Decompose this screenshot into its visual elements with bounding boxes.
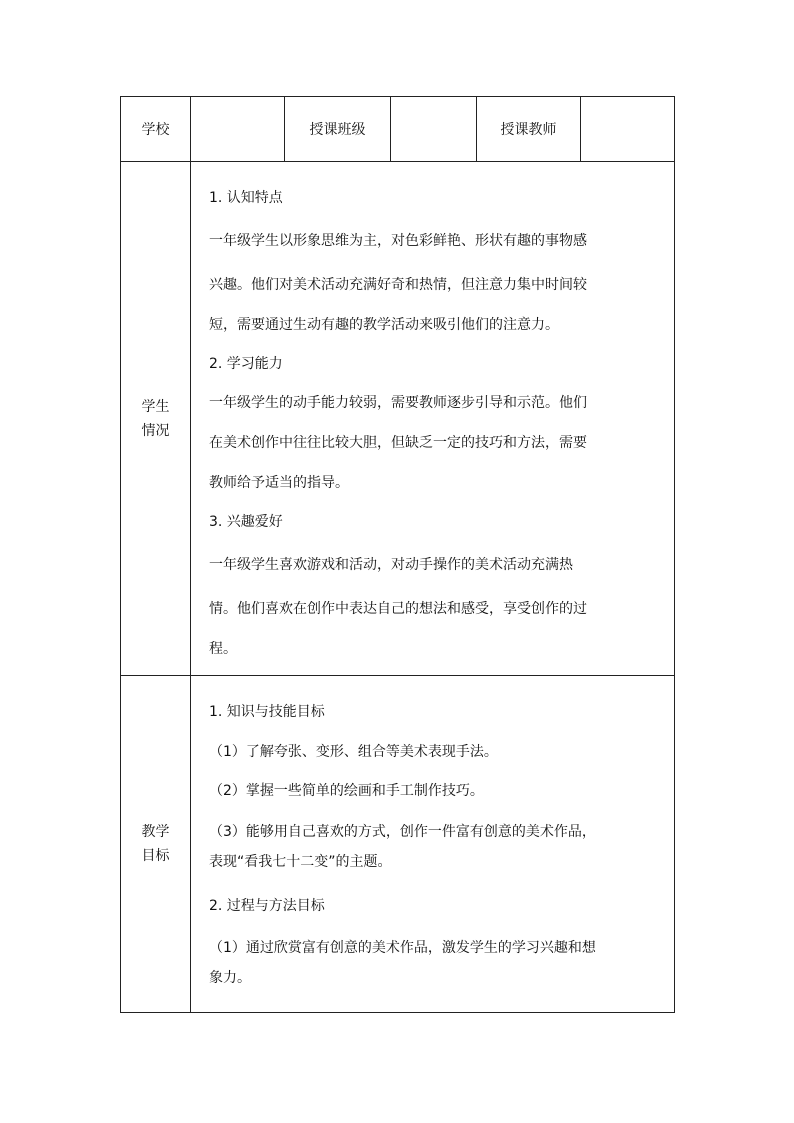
teaching-goals-content xyxy=(191,676,675,1013)
learning-ability-text-line: 在美术创作中往往比较大胆，但缺乏一定的技巧和方法，需要 xyxy=(209,435,587,451)
cognitive-text-line: 短，需要通过生动有趣的教学活动来吸引他们的注意力。 xyxy=(209,317,559,333)
goal-item-line: （3）能够用自己喜欢的方式，创作一件富有创意的美术作品， xyxy=(209,824,596,840)
goals-label-line1: 教学 xyxy=(141,824,170,840)
goals-label-line2: 目标 xyxy=(141,848,170,864)
interests-text-line: 一年级学生喜欢游戏和活动，对动手操作的美术活动充满热 xyxy=(209,557,573,573)
lesson-plan-table xyxy=(120,96,675,1013)
goal-item xyxy=(209,817,654,877)
student-label-line2: 情况 xyxy=(141,422,170,439)
teacher-label: 授课教师 xyxy=(477,97,581,162)
interests-heading: 3. 兴趣爱好 xyxy=(209,514,283,530)
learning-ability-text-line: 教师给予适当的指导。 xyxy=(209,475,349,491)
header-row xyxy=(121,97,675,162)
cognitive-heading: 1. 认知特点 xyxy=(209,190,283,206)
process-method-heading: 2. 过程与方法目标 xyxy=(209,898,325,914)
school-label: 学校 xyxy=(121,97,191,162)
interests-text-line: 程。 xyxy=(209,641,237,657)
knowledge-skills-heading: 1. 知识与技能目标 xyxy=(209,704,325,720)
school-value-cell[interactable] xyxy=(191,97,285,162)
learning-ability-text-line: 一年级学生的动手能力较弱，需要教师逐步引导和示范。他们 xyxy=(209,395,587,411)
cognitive-text-line: 一年级学生以形象思维为主，对色彩鲜艳、形状有趣的事物感 xyxy=(209,233,587,249)
goal-item xyxy=(209,933,654,993)
teaching-goals-label xyxy=(121,676,191,1013)
interests-text-line: 情。他们喜欢在创作中表达自己的想法和感受，享受创作的过 xyxy=(209,601,587,617)
goal-item: （2）掌握一些简单的绘画和手工制作技巧。 xyxy=(209,783,484,799)
class-value-cell[interactable] xyxy=(391,97,477,162)
goal-item-line: （1）通过欣赏富有创意的美术作品，激发学生的学习兴趣和想 xyxy=(209,940,596,956)
class-label: 授课班级 xyxy=(285,97,391,162)
learning-ability-heading: 2. 学习能力 xyxy=(209,356,283,372)
goal-item: （1）了解夸张、变形、组合等美术表现手法。 xyxy=(209,744,498,760)
student-situation-label xyxy=(121,162,191,676)
teacher-value-cell[interactable] xyxy=(581,97,675,162)
student-situation-content xyxy=(191,162,675,676)
goal-item-line: 象力。 xyxy=(209,970,251,986)
student-situation-row xyxy=(121,162,675,676)
teaching-goals-row xyxy=(121,676,675,1013)
goal-item-line: 表现“看我七十二变”的主题。 xyxy=(209,854,392,870)
cognitive-text-line: 兴趣。他们对美术活动充满好奇和热情，但注意力集中时间较 xyxy=(209,277,587,293)
student-label-line1: 学生 xyxy=(141,398,170,415)
